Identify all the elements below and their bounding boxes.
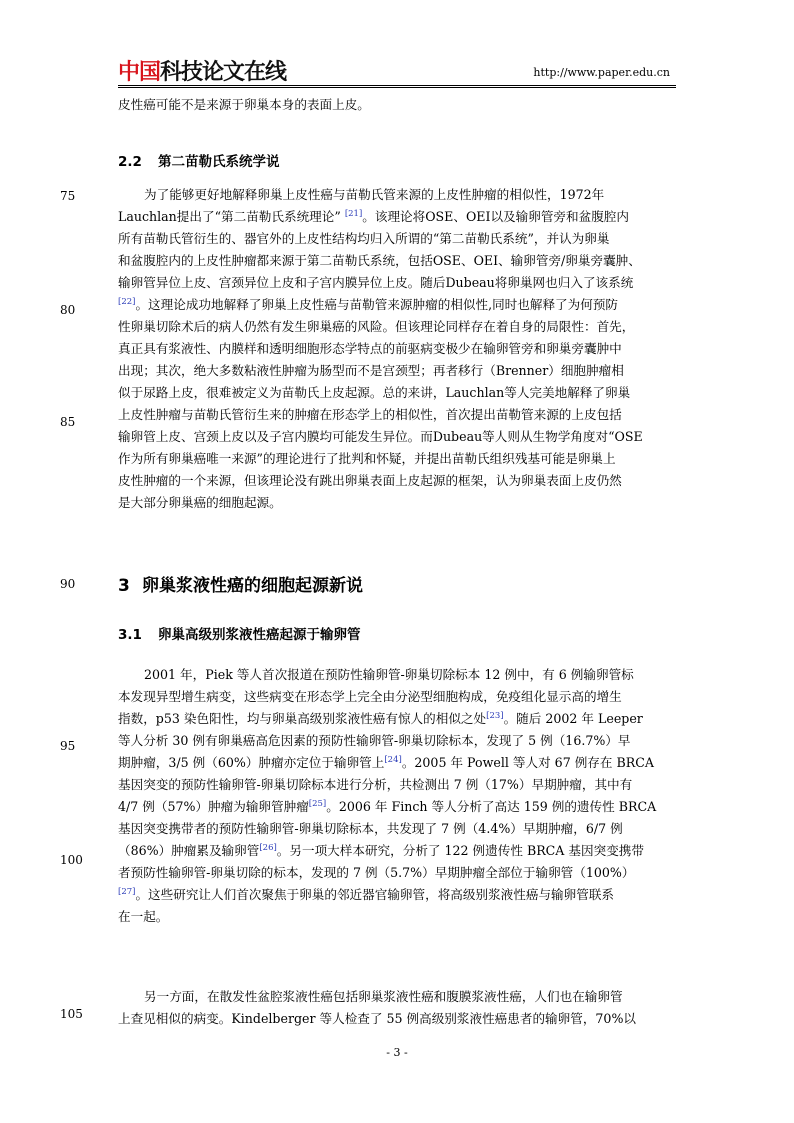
line-text: 另一方面，在散发性盆腔浆液性癌包括卵巢浆液性癌和腹膜浆液性癌，人们也在输卵管: [144, 989, 623, 1004]
text-line: [118, 250, 678, 272]
citation-link[interactable]: [21]: [344, 208, 363, 219]
line-text-after-citation: 。这理论成功地解释了卵巢上皮性癌与苗勒管来源肿瘤的相似性,同时也解释了为何预防: [135, 297, 619, 312]
section-3-number: 3: [118, 576, 130, 596]
text-line: [118, 404, 678, 426]
final-paragraph: [118, 986, 678, 1030]
section-3-1-body: [118, 664, 678, 928]
line-text-after-citation: 。这些研究让人们首次聚焦于卵巢的邻近器官输卵管，将高级别浆液性癌与输卵管联系: [135, 887, 615, 902]
line-number: 90: [60, 577, 76, 591]
text-line: [118, 752, 678, 774]
text-line: [118, 884, 678, 906]
line-text: 上皮性肿瘤与苗勒氏管衍生来的肿瘤在形态学上的相似性，首次提出苗勒管来源的上皮包括: [118, 407, 622, 422]
text-line: [118, 228, 678, 250]
text-line: [118, 206, 678, 228]
text-line: [118, 862, 678, 884]
continuation-paragraph: [118, 94, 678, 116]
continuation-line: 皮性癌可能不是来源于卵巢本身的表面上皮。: [118, 97, 370, 112]
section-2-2-body: [118, 184, 678, 514]
journal-logo: [118, 60, 286, 86]
logo-black-text: 科技论文在线: [160, 60, 287, 85]
text-line: [118, 774, 678, 796]
text-line: [118, 316, 678, 338]
line-text: 性卵巢切除术后的病人仍然有发生卵巢癌的风险。但该理论同样存在着自身的局限性：首先，: [118, 319, 635, 334]
line-text: 者预防性输卵管-卵巢切除的标本，发现的 7 例（5.7%）早期肿瘤全部位于输卵管（100%）: [118, 865, 635, 880]
citation-link[interactable]: [22]: [118, 296, 136, 307]
text-line: [118, 184, 678, 206]
section-2-2-number: 2.2: [118, 154, 142, 170]
line-text: 4/7 例（57%）肿瘤为输卵管肿瘤: [118, 799, 309, 814]
citation-link[interactable]: [27]: [118, 886, 136, 897]
text-line: [118, 360, 678, 382]
line-text: 出现；其次，绝大多数粘液性肿瘤为肠型而不是宫颈型；再者移行（Brenner）细胞肿瘤相: [118, 363, 624, 378]
text-line: [118, 448, 678, 470]
line-text: 期肿瘤，3/5 例（60%）肿瘤亦定位于输卵管上: [118, 755, 385, 770]
text-line: [118, 294, 678, 316]
logo-red-text: 中国: [118, 60, 161, 85]
line-text: （86%）肿瘤累及输卵管: [118, 843, 260, 858]
line-text: 是大部分卵巢癌的细胞起源。: [118, 495, 282, 510]
line-number: 75: [60, 189, 76, 203]
citation-link[interactable]: [23]: [486, 710, 504, 721]
line-text-after-citation: 。随后 2002 年 Leeper: [503, 711, 643, 726]
text-line: [118, 686, 678, 708]
text-line: [118, 664, 678, 686]
line-text: 基因突变携带者的预防性输卵管-卵巢切除标本，共发现了 7 例（4.4%）早期肿瘤，6/7 例: [118, 821, 623, 836]
line-text: 本发现异型增生病变，这些病变在形态学上完全由分泌型细胞构成，免疫组化显示高的增生: [118, 689, 622, 704]
header-url[interactable]: http://www.paper.edu.cn: [533, 66, 670, 79]
text-line: [118, 818, 678, 840]
section-3-heading: [118, 571, 363, 596]
section-2-2-heading: [118, 150, 280, 170]
text-line: [118, 986, 678, 1008]
section-3-title: 卵巢浆液性癌的细胞起源新说: [142, 576, 363, 596]
line-number: 100: [60, 853, 83, 867]
line-text: 所有苗勒氏管衍生的、器官外的上皮性结构均归入所谓的“第二苗勒氏系统”，并认为卵巢: [118, 231, 610, 246]
citation-link[interactable]: [25]: [308, 798, 327, 809]
line-text-after-citation: 。该理论将OSE、OEI以及输卵管旁和盆腹腔内: [362, 209, 629, 224]
text-line: [118, 382, 678, 404]
text-line: [118, 1008, 678, 1030]
line-text: 皮性肿瘤的一个来源，但该理论没有跳出卵巢表面上皮起源的框架，认为卵巢表面上皮仍然: [118, 473, 622, 488]
section-3-1-title: 卵巢高级别浆液性癌起源于输卵管: [158, 627, 361, 643]
line-number: 85: [60, 415, 76, 429]
text-line: [118, 796, 678, 818]
citation-link[interactable]: [26]: [259, 842, 277, 853]
text-line: [118, 840, 678, 862]
section-3-1-number: 3.1: [118, 627, 142, 643]
text-line: [118, 272, 678, 294]
line-text: 似于尿路上皮，很难被定义为苗勒氏上皮起源。总的来讲，Lauchlan等人完美地解释了卵巢: [118, 385, 631, 400]
line-text: 真正具有浆液性、内膜样和透明细胞形态学特点的前驱病变极少在输卵管旁和卵巢旁囊肿中: [118, 341, 622, 356]
line-text: 在一起。: [118, 909, 169, 924]
line-text-after-citation: 。2006 年 Finch 等人分析了高达 159 例的遗传性 BRCA: [326, 799, 657, 814]
text-line: [118, 338, 678, 360]
text-line: [118, 470, 678, 492]
text-line: [118, 708, 678, 730]
line-text: 作为所有卵巢癌唯一来源”的理论进行了批判和怀疑，并提出苗勒氏组织残基可能是卵巢上: [118, 451, 616, 466]
line-text: 输卵管上皮、宫颈上皮以及子宫内膜均可能发生异位。而Dubeau等人则从生物学角度对“OSE: [118, 429, 643, 444]
line-text: Lauchlan提出了“第二苗勒氏系统理论”: [118, 209, 345, 224]
text-line: [118, 730, 678, 752]
line-text: 上查见相似的病变。Kindelberger 等人检查了 55 例高级别浆液性癌患者的输卵管，70%以: [118, 1011, 636, 1026]
line-number: 80: [60, 303, 76, 317]
text-line: [118, 906, 678, 928]
line-text: 2001 年，Piek 等人首次报道在预防性输卵管-卵巢切除标本 12 例中，有 6 例输卵管标: [144, 667, 634, 682]
line-text: 输卵管异位上皮、宫颈异位上皮和子宫内膜异位上皮。随后Dubeau将卵巢网也归入了该系统: [118, 275, 634, 290]
text-line: [118, 492, 678, 514]
citation-link[interactable]: [24]: [384, 754, 402, 765]
section-2-2-title: 第二苗勒氏系统学说: [158, 154, 280, 170]
line-text-after-citation: 。另一项大样本研究，分析了 122 例遗传性 BRCA 基因突变携带: [276, 843, 644, 858]
line-text: 和盆腹腔内的上皮性肿瘤都来源于第二苗勒氏系统，包括OSE、OEI、输卵管旁/卵巢旁囊肿、: [118, 253, 641, 268]
line-text-after-citation: 。2005 年 Powell 等人对 67 例存在 BRCA: [401, 755, 654, 770]
line-text: 基因突变的预防性输卵管-卵巢切除标本进行分析，共检测出 7 例（17%）早期肿瘤，其中有: [118, 777, 633, 792]
text-line: [118, 426, 678, 448]
section-3-1-heading: [118, 623, 361, 643]
line-number: 105: [60, 1007, 83, 1021]
line-number: 95: [60, 739, 76, 753]
page-number: - 3 -: [386, 1046, 408, 1059]
header-rule: [118, 85, 676, 88]
line-text: 等人分析 30 例有卵巢癌高危因素的预防性输卵管-卵巢切除标本，发现了 5 例（16.7%）早: [118, 733, 631, 748]
line-text: 指数，p53 染色阳性，均与卵巢高级别浆液性癌有惊人的相似之处: [118, 711, 487, 726]
line-text: 为了能够更好地解释卵巢上皮性癌与苗勒氏管来源的上皮性肿瘤的相似性，1972年: [144, 187, 605, 202]
